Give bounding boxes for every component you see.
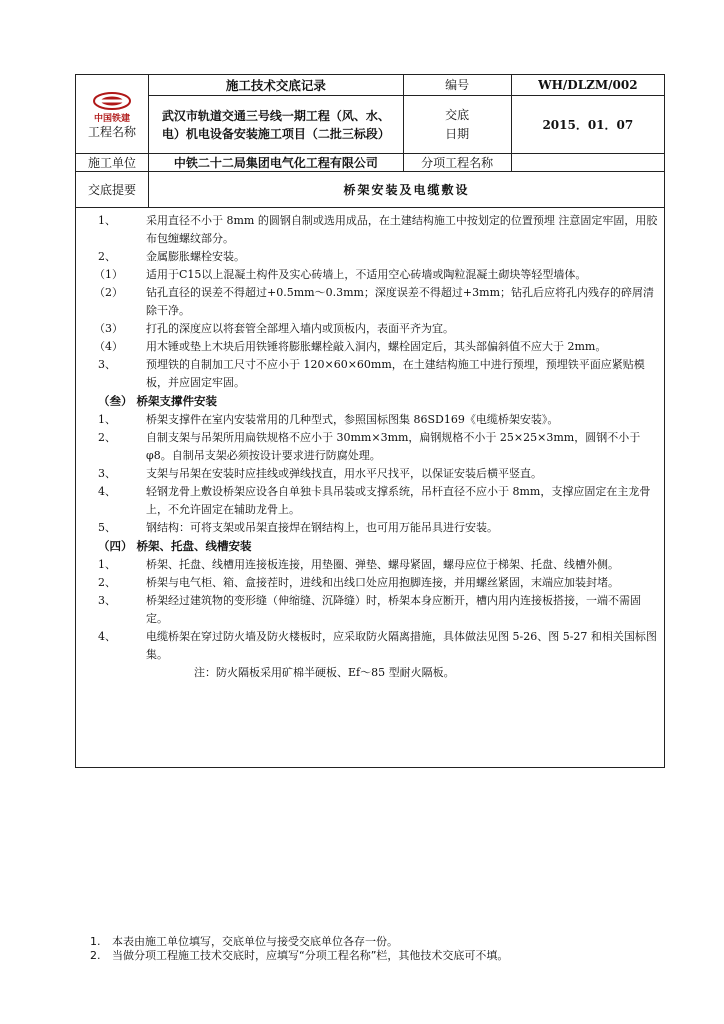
- paragraph-text: 轻钢龙骨上敷设桥架应设各自单独卡具吊装或支撑系统，吊杆直径不应小于 8mm，支撑应固定在主龙骨上，不允许固定在辅助龙骨上。: [146, 485, 651, 516]
- section-heading: （叁） 桥架支撑件安装: [98, 394, 218, 408]
- footnote-number: 1.: [90, 935, 101, 948]
- paragraph-text: 钻孔直径的误差不得超过+0.5mm～0.3mm；深度误差不得超过+3mm；钻孔后应将孔内残存的碎屑清除干净。: [146, 286, 655, 317]
- paragraph-number: 5、: [98, 521, 116, 534]
- code-label: 编号: [403, 75, 511, 96]
- paragraph-text: 打孔的深度应以将套管全部埋入墙内或顶板内，表面平齐为宜。: [146, 322, 454, 335]
- note-text: 注：防火隔板采用矿棉半硬板、Ef～85 型耐火隔板。: [194, 666, 455, 679]
- content-paragraph: [84, 429, 658, 465]
- subproject-value: [511, 154, 664, 172]
- paragraph-text: 自制支架与吊架所用扁铁规格不应小于 30mm×3mm，扁钢规格不小于 25×25×3mm，圆钢不小于 φ8。自制吊支架必须按设计要求进行防腐处理。: [146, 431, 641, 462]
- paragraph-number: 3、: [98, 594, 116, 607]
- footnote-text: 当做分项工程施工技术交底时，应填写“分项工程名称”栏，其他技术交底可不填。: [112, 949, 509, 962]
- date-label: 交底 日期: [403, 96, 511, 154]
- logo-text: 中国铁建: [94, 114, 131, 124]
- summary-row: [76, 172, 665, 208]
- technical-disclosure-form: [75, 74, 665, 768]
- header-row: [76, 75, 665, 96]
- date-value: 2015．01．07: [511, 96, 664, 154]
- unit-value: 中铁二十二局集团电气化工程有限公司: [149, 154, 403, 172]
- content-row: [76, 208, 665, 768]
- content-paragraph: [84, 483, 658, 519]
- content-paragraph: [84, 284, 658, 320]
- paragraph-text: 支架与吊架在安装时应挂线或弹线找直，用水平尺找平，以保证安装后横平竖直。: [146, 467, 542, 480]
- project-name-label: 工程名称: [88, 125, 137, 139]
- code-value: WH/DLZM/002: [511, 75, 664, 96]
- paragraph-text: 采用直径不小于 8mm 的圆钢自制或选用成品，在土建结构施工中按划定的位置预埋 注意固定牢固，用胶布包缠螺纹部分。: [146, 214, 658, 245]
- footnotes: [90, 935, 690, 963]
- unit-label: 施工单位: [76, 154, 149, 172]
- company-logo-icon: [92, 91, 132, 113]
- footnote: [90, 949, 690, 963]
- content-paragraph: [84, 574, 658, 592]
- paragraph-number: 2、: [98, 431, 116, 444]
- paragraph-number: 1、: [98, 214, 116, 227]
- paragraph-text: 预埋铁的自制加工尺寸不应小于 120×60×60mm，在土建结构施工中进行预埋，预埋铁平面应紧贴模板，并应固定牢固。: [146, 358, 645, 389]
- footnote: [90, 935, 690, 949]
- project-row: [76, 96, 665, 154]
- project-name: 武汉市轨道交通三号线一期工程（风、水、电）机电设备安装施工项目（二批三标段）: [149, 96, 403, 154]
- content-paragraph: [84, 465, 658, 483]
- logo-cell: [76, 75, 149, 154]
- paragraph-text: 钢结构：可将支架或吊架直接焊在钢结构上，也可用万能吊具进行安装。: [146, 521, 498, 534]
- paragraph-number: 4、: [98, 485, 116, 498]
- paragraph-number: （3）: [94, 322, 123, 335]
- form-title: 施工技术交底记录: [149, 75, 403, 96]
- paragraph-number: 3、: [98, 467, 116, 480]
- paragraph-text: 电缆桥架在穿过防火墙及防火楼板时，应采取防火隔离措施，具体做法见图 5-26、图 5-27 和相关国标图集。: [146, 630, 657, 661]
- paragraph-text: 金属膨胀螺栓安装。: [146, 250, 245, 263]
- subproject-label: 分项工程名称: [403, 154, 511, 172]
- paragraph-text: 桥架与电气柜、箱、盒接茬时，进线和出线口处应用抱脚连接，并用螺丝紧固，末端应加装封堵。: [146, 576, 619, 589]
- content-paragraph: [84, 212, 658, 248]
- paragraph-text: 桥架经过建筑物的变形缝（伸缩缝、沉降缝）时，桥架本身应断开，槽内用内连接板搭接，一端不需固定。: [146, 594, 641, 625]
- content-paragraph: [84, 356, 658, 392]
- summary-title: 桥架安装及电缆敷设: [149, 172, 665, 208]
- section-heading: （四） 桥架、托盘、线槽安装: [98, 539, 252, 553]
- footnote-text: 本表由施工单位填写，交底单位与接受交底单位各存一份。: [112, 935, 398, 948]
- content-paragraph: [84, 592, 658, 628]
- paragraph-number: 1、: [98, 558, 116, 571]
- paragraph-number: 2、: [98, 576, 116, 589]
- content-paragraph: [84, 628, 658, 664]
- content-paragraph: [84, 411, 658, 429]
- summary-label: 交底提要: [76, 172, 149, 208]
- content-paragraph: [84, 248, 658, 266]
- footnote-number: 2.: [90, 949, 101, 962]
- content-paragraph: [84, 266, 658, 284]
- form-table: [75, 74, 665, 768]
- paragraph-number: 3、: [98, 358, 116, 371]
- content-paragraph: [84, 556, 658, 574]
- paragraph-number: （1）: [94, 268, 123, 281]
- paragraph-number: 4、: [98, 630, 116, 643]
- paragraph-number: 2、: [98, 250, 116, 263]
- paragraph-number: 1、: [98, 413, 116, 426]
- paragraph-number: （4）: [94, 340, 123, 353]
- content-paragraph: [84, 338, 658, 356]
- paragraph-text: 桥架、托盘、线槽用连接板连接，用垫圈、弹垫、螺母紧固，螺母应位于梯架、托盘、线槽外侧。: [146, 558, 619, 571]
- unit-row: [76, 154, 665, 172]
- paragraph-number: （2）: [94, 286, 123, 299]
- paragraph-text: 桥架支撑件在室内安装常用的几种型式，参照国标图集 86SD169《电缆桥架安装》。: [146, 413, 559, 426]
- paragraph-text: 适用于C15以上混凝土构件及实心砖墙上，不适用空心砖墙或陶粒混凝土砌块等轻型墙体。: [146, 268, 587, 281]
- content-paragraph: [84, 320, 658, 338]
- content-paragraph: [84, 519, 658, 537]
- paragraph-text: 用木锤或垫上木块后用铁锤将膨胀螺栓敲入洞内，螺栓固定后，其头部偏斜值不应大于 2mm。: [146, 340, 607, 353]
- content-body: [76, 208, 665, 768]
